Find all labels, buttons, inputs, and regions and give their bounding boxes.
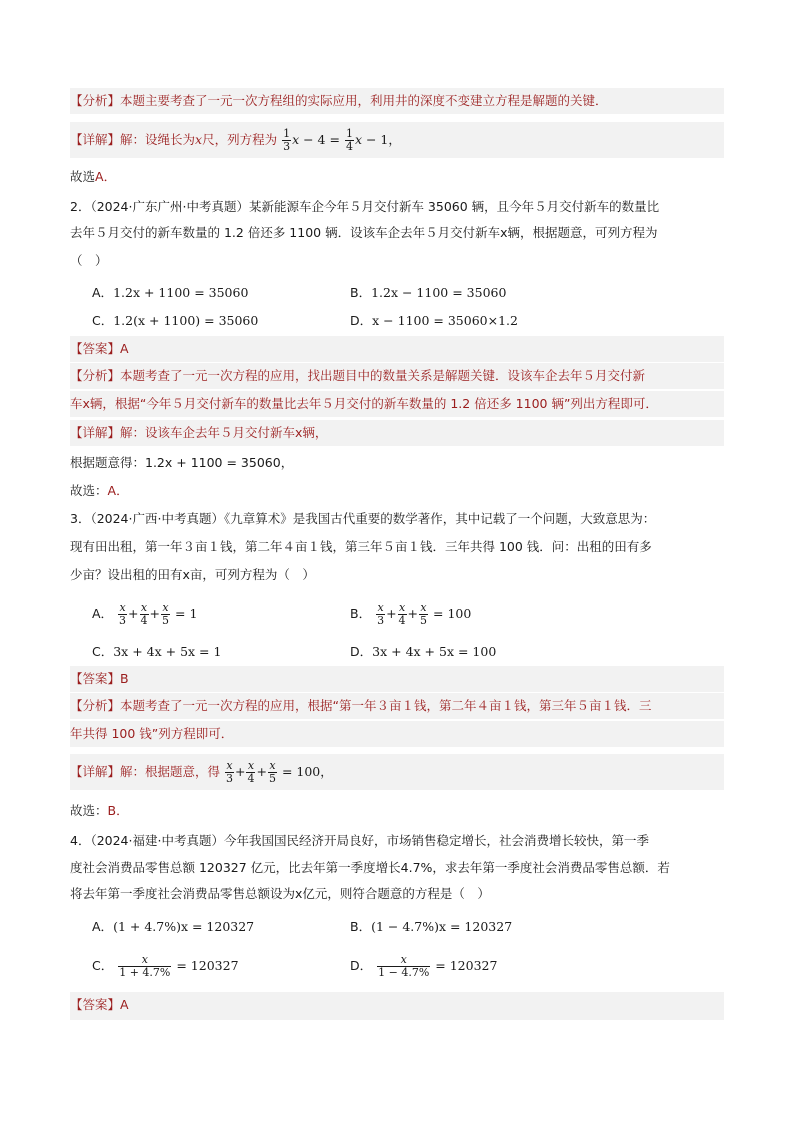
q2-stem-line2: 去年５月交付的新车数量的 1.2 倍还多 1100 辆．设该车企去年５月交付新车x辆，根据题意，可列方程为	[70, 225, 658, 240]
q3-analysis-line1: 【分析】本题考查了一元一次方程的应用，根据“第一年３亩１钱，第二年４亩１钱，第三年５亩１钱．三	[70, 693, 724, 719]
q3-answer: 【答案】B	[70, 666, 724, 692]
q3-stem-line2: 现有田出租，第一年３亩１钱，第二年４亩１钱，第三年５亩１钱．三年共得 100 钱．问：出租的田有多	[70, 539, 652, 554]
q4-answer: 【答案】A	[70, 992, 724, 1020]
q2-detail-line2: 根据题意得：1.2x + 1100 = 35060，	[70, 455, 294, 470]
q2-answer: 【答案】A	[70, 336, 724, 362]
q3-option-b[interactable]: B． $\frac{x}{3}$ + $\frac{x}{4}$ + $\frac{x}{5}$ = 100	[350, 601, 472, 627]
q1-detail: 【详解】解：设绳长为x尺，列方程为 $\frac{1}{3}$ x − 4 = $\frac{1}{4}$ x − 1，	[70, 122, 724, 158]
q2-option-b[interactable]: B．1.2x − 1100 = 35060	[350, 285, 507, 300]
q3-option-c[interactable]: C．3x + 4x + 5x = 1	[92, 644, 222, 659]
fraction: $\frac{1}{4}$	[345, 127, 353, 153]
q4-stem-line2: 度社会消费品零售总额 120327 亿元，比去年第一季度增长4.7%，求去年第一季度社会消费品零售总额．若	[70, 860, 670, 875]
q2-conclusion: 故选：A．	[70, 483, 129, 498]
q3-conclusion: 故选：B．	[70, 803, 129, 818]
q1-analysis: 【分析】本题主要考查了一元一次方程组的实际应用，利用井的深度不变建立方程是解题的关键．	[70, 88, 724, 114]
q2-stem-line1: 2．（2024·广东广州·中考真题）某新能源车企今年５月交付新车 35060 辆，且今年５月交付新车的数量比	[70, 199, 660, 214]
q1-conclusion: 故选A．	[70, 169, 117, 184]
q3-analysis-line2: 年共得 100 钱”列方程即可．	[70, 721, 724, 747]
q4-option-b[interactable]: B．(1 − 4.7%)x = 120327	[350, 919, 513, 934]
q4-option-a[interactable]: A．(1 + 4.7%)x = 120327	[92, 919, 255, 934]
q2-analysis-line2: 车x辆，根据“今年５月交付新车的数量比去年５月交付的新车数量的 1.2 倍还多 1100 辆”列出方程即可．	[70, 391, 724, 417]
q3-stem-line3: 少亩？设出租的田有x亩，可列方程为（ ）	[70, 567, 315, 582]
q2-option-a[interactable]: A．1.2x + 1100 = 35060	[92, 285, 249, 300]
q4-stem-line3: 将去年第一季度社会消费品零售总额设为x亿元，则符合题意的方程是（ ）	[70, 886, 490, 901]
q2-analysis-line1: 【分析】本题考查了一元一次方程的应用，找出题目中的数量关系是解题关键．设该车企去年５月交付新	[70, 363, 724, 389]
q4-option-d[interactable]: D． $\frac{x}{1 - 4.7\%}$ = 120327	[350, 953, 498, 979]
q3-detail: 【详解】解：根据题意，得 $\frac{x}{3}$ + $\frac{x}{4}$ + $\frac{x}{5}$ = 100，	[70, 754, 724, 790]
q4-stem-line1: 4．（2024·福建·中考真题）今年我国国民经济开局良好，市场销售稳定增长，社会消费增长较快，第一季	[70, 833, 649, 848]
q4-option-c[interactable]: C． $\frac{x}{1 + 4.7\%}$ = 120327	[92, 953, 239, 979]
q2-option-d[interactable]: D．x − 1100 = 35060×1.2	[350, 313, 518, 328]
fraction: $\frac{1}{3}$	[283, 127, 291, 153]
q2-stem-line3: （ ）	[70, 253, 108, 268]
q2-option-c[interactable]: C．1.2(x + 1100) = 35060	[92, 313, 259, 328]
q3-stem-line1: 3．（2024·广西·中考真题）《九章算术》是我国古代重要的数学著作，其中记载了一个问题，大致意思为：	[70, 511, 656, 526]
q2-detail-line1: 【详解】解：设该车企去年５月交付新车x辆，	[70, 420, 724, 446]
q3-option-d[interactable]: D．3x + 4x + 5x = 100	[350, 644, 497, 659]
q3-option-a[interactable]: A． $\frac{x}{3}$ + $\frac{x}{4}$ + $\frac{x}{5}$ = 1	[92, 601, 198, 627]
